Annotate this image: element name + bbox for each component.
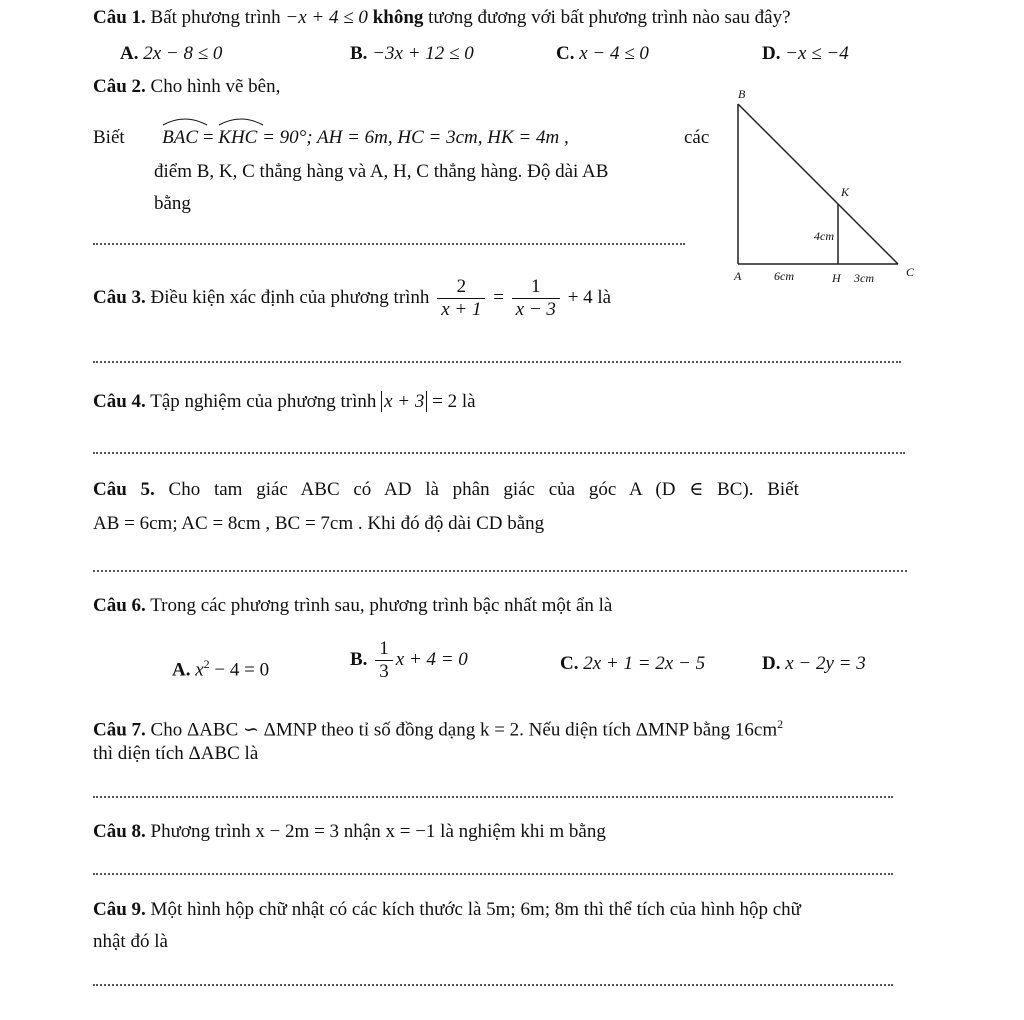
question-5-line2: AB = 6cm; AC = 8cm , BC = 7cm . Khi đó độ dài CD bằng xyxy=(93,513,545,534)
question-2-intro: Cho hình vẽ bên, xyxy=(150,76,281,97)
question-4-label: Câu 4. xyxy=(93,391,146,412)
question-7-text: Cho ΔABC ∽ ΔMNP theo tỉ số đồng dạng k = 2. Nếu diện tích ΔMNP bằng 16cm xyxy=(150,719,778,741)
option-6b[interactable] xyxy=(350,638,468,683)
option-expr: 2x + 1 = 2x − 5 xyxy=(583,653,706,674)
angle-khc xyxy=(218,120,257,150)
option-expr-tail: − 4 = 0 xyxy=(209,659,270,681)
fraction-den: 3 xyxy=(379,661,389,682)
option-key: A. xyxy=(120,43,139,64)
label-b: B xyxy=(738,87,746,101)
question-1-label: Câu 1. xyxy=(93,7,146,28)
given-values: = 90°; AH = 6m, HC = 3cm, HK = 4m , xyxy=(262,127,569,148)
option-key: C. xyxy=(560,653,579,674)
question-8-label: Câu 8. xyxy=(93,821,146,842)
question-9-text: Một hình hộp chữ nhật có các kích thước là 5m; 6m; 8m thì thể tích của hình hộp chữ xyxy=(150,899,801,920)
question-1-expr: −x + 4 ≤ 0 xyxy=(285,7,368,28)
answer-line-3[interactable] xyxy=(93,361,901,363)
option-1c[interactable] xyxy=(556,42,649,66)
given-word: Biết xyxy=(93,127,125,148)
question-3-label: Câu 3. xyxy=(93,286,146,308)
option-expr: x − 2y = 3 xyxy=(785,653,866,674)
question-9-line1 xyxy=(93,898,801,922)
fraction-1-num: 2 xyxy=(437,276,485,299)
option-key: B. xyxy=(350,648,368,670)
question-9-label: Câu 9. xyxy=(93,899,146,920)
question-5-line1 xyxy=(93,478,799,502)
question-2-given: Biết BAC = KHC = 90°; AH = 6m, HC = 3cm, HK = 4m , xyxy=(93,120,569,150)
option-key: A. xyxy=(172,659,191,681)
option-key: B. xyxy=(350,43,368,64)
question-9-line2: nhật đó là xyxy=(93,931,168,952)
question-8-text: Phương trình x − 2m = 3 nhận x = −1 là nghiệm khi m bằng xyxy=(150,821,606,842)
angle-hat-icon xyxy=(162,116,208,126)
answer-line-9[interactable] xyxy=(93,984,893,986)
question-2-label: Câu 2. xyxy=(93,76,146,97)
question-6 xyxy=(93,594,612,618)
option-6c[interactable] xyxy=(560,652,705,676)
question-2-line3: bằng xyxy=(154,193,191,214)
option-expr: −x ≤ −4 xyxy=(785,43,849,64)
question-7-line1 xyxy=(93,712,783,742)
option-1a[interactable] xyxy=(120,42,222,66)
question-7-label: Câu 7. xyxy=(93,719,146,741)
fraction-num: 1 xyxy=(375,638,393,661)
option-expr: 2x − 8 ≤ 0 xyxy=(143,43,223,64)
abs-expression: x + 3 xyxy=(381,391,427,412)
question-4-tail: = 2 là xyxy=(432,391,476,412)
fraction-one-third xyxy=(375,638,393,683)
label-a: A xyxy=(734,269,742,283)
angle-khc-text: KHC xyxy=(218,127,258,148)
option-exponent: 2 xyxy=(203,657,210,671)
question-4-text: Tập nghiệm của phương trình xyxy=(150,391,377,412)
angle-bac-text: BAC xyxy=(162,127,199,148)
label-hc-length: 3cm xyxy=(854,271,874,284)
label-c: C xyxy=(906,265,915,279)
answer-line-5[interactable] xyxy=(93,570,907,572)
fraction-1 xyxy=(437,276,485,321)
question-6-text: Trong các phương trình sau, phương trình bậc nhất một ẩn là xyxy=(150,595,613,616)
option-1b[interactable] xyxy=(350,42,474,66)
label-ah-length: 6cm xyxy=(774,269,794,283)
fraction-1-den: x + 1 xyxy=(441,299,482,320)
question-1-text-b: tương đương với bất phương trình nào sau đây? xyxy=(428,7,791,28)
option-expr: x xyxy=(195,659,204,681)
question-7-exponent: 2 xyxy=(777,717,784,731)
question-3 xyxy=(93,276,611,321)
option-key: D. xyxy=(762,653,781,674)
fraction-2-num: 1 xyxy=(512,276,560,299)
option-6d[interactable] xyxy=(762,652,866,676)
question-1-bold-word: không xyxy=(372,7,424,28)
option-6a[interactable] xyxy=(172,652,269,682)
angle-bac xyxy=(162,120,198,150)
question-6-label: Câu 6. xyxy=(93,595,146,616)
question-1-text-a: Bất phương trình xyxy=(150,7,281,28)
option-expr: −3x + 12 ≤ 0 xyxy=(372,43,474,64)
option-key: C. xyxy=(556,43,575,64)
option-expr: x − 4 ≤ 0 xyxy=(579,43,649,64)
answer-line-7[interactable] xyxy=(93,796,893,798)
label-h: H xyxy=(832,271,841,284)
given-cac: các xyxy=(684,127,710,148)
angle-hat-icon xyxy=(218,116,264,126)
question-8 xyxy=(93,820,606,844)
label-k: K xyxy=(841,185,850,199)
option-1d[interactable] xyxy=(762,42,849,66)
label-hk-length: 4cm xyxy=(814,229,834,243)
question-2 xyxy=(93,75,280,99)
question-7-line2: thì diện tích ΔABC là xyxy=(93,743,259,764)
fraction-2-den: x − 3 xyxy=(515,299,556,320)
equals-sign: = xyxy=(493,286,504,308)
question-1 xyxy=(93,6,791,30)
option-expr: x + 4 = 0 xyxy=(395,648,468,670)
triangle-diagram xyxy=(726,84,926,284)
question-5-text: Cho tam giác ABC có AD là phân giác của góc A (D ∈ BC). Biết xyxy=(168,479,799,500)
question-4 xyxy=(93,390,476,414)
answer-line-4[interactable] xyxy=(93,452,905,454)
question-5-label: Câu 5. xyxy=(93,479,155,500)
option-key: D. xyxy=(762,43,781,64)
answer-line-2[interactable] xyxy=(93,243,685,245)
answer-line-8[interactable] xyxy=(93,873,893,875)
question-2-line2: điểm B, K, C thẳng hàng và A, H, C thẳng hàng. Độ dài AB xyxy=(154,161,609,182)
question-3-text: Điều kiện xác định của phương trình xyxy=(150,286,430,308)
question-3-tail: + 4 là xyxy=(567,286,612,308)
fraction-2 xyxy=(512,276,560,321)
